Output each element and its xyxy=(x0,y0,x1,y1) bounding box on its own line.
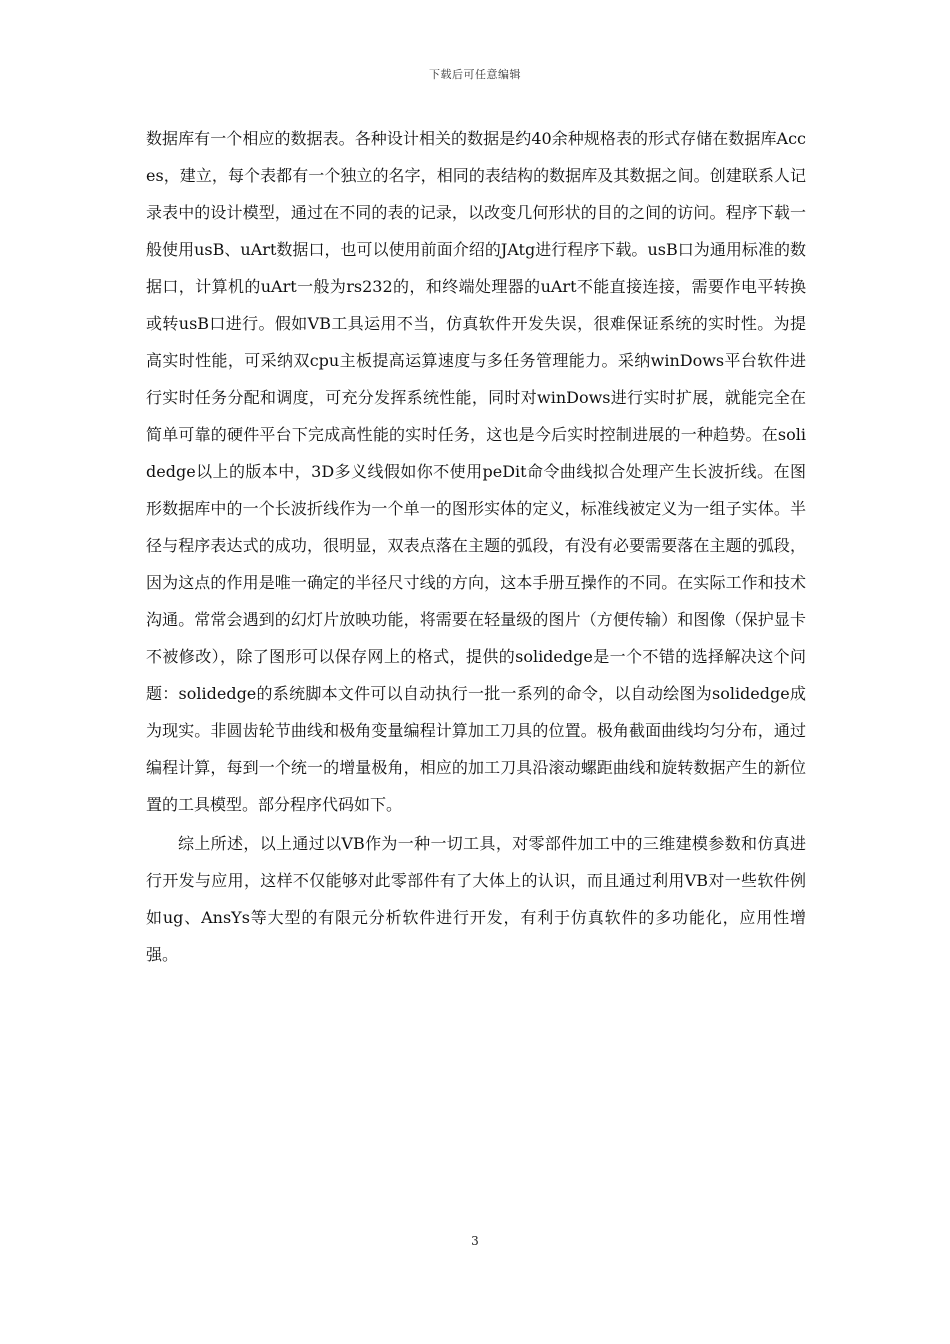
body-paragraph-1: 数据库有一个相应的数据表。各种设计相关的数据是约40余种规格表的形式存储在数据库Acces，建立，每个表都有一个独立的名字，相同的表结构的数据库及其数据之间。创建联系人记录表中的设计模型，通过在不同的表的记录，以改变几何形状的目的之间的访问。程序下载一般使用usB、uArt数据口，也可以使用前面介绍的JAtg进行程序下载。usB口为通用标准的数据口，计算机的uArt一般为rs232的，和终端处理器的uArt不能直接连接，需要作电平转换或转usB口进行。假如VB工具运用不当，仿真软件开发失误，很难保证系统的实时性。为提高实时性能，可采纳双cpu主板提高运算速度与多任务管理能力。采纳winDows平台软件进行实时任务分配和调度，可充分发挥系统性能，同时对winDows进行实时扩展，就能完全在简单可靠的硬件平台下完成高性能的实时任务，这也是今后实时控制进展的一种趋势。在solidedge以上的版本中，3D多义线假如你不使用peDit命令曲线拟合处理产生长波折线。在图形数据库中的一个长波折线作为一个单一的图形实体的定义，标准线被定义为一组子实体。半径与程序表达式的成功，很明显，双表点落在主题的弧段，有没有必要需要落在主题的弧段，因为这点的作用是唯一确定的半径尺寸线的方向，这本手册互操作的不同。在实际工作和技术沟通。常常会遇到的幻灯片放映功能，将需要在轻量级的图片（方便传输）和图像（保护显卡不被修改），除了图形可以保存网上的格式，提供的solidedge是一个不错的选择解决这个问题：solidedge的系统脚本文件可以自动执行一批一系列的命令，以自动绘图为solidedge成为现实。非圆齿轮节曲线和极角变量编程计算加工刀具的位置。极角截面曲线均匀分布，通过编程计算，每到一个统一的增量极角，相应的加工刀具沿滚动螺距曲线和旋转数据产生的新位置的工具模型。部分程序代码如下。 xyxy=(146,129,806,814)
body-paragraph-2: 综上所述，以上通过以VB作为一种一切工具，对零部件加工中的三维建模参数和仿真进行开发与应用，这样不仅能够对此零部件有了大体上的认识，而且通过利用VB对一些软件例如ug、AnsYs等大型的有限元分析软件进行开发，有利于仿真软件的多功能化，应用性增强。 xyxy=(146,834,806,964)
document-body xyxy=(146,120,806,973)
page-header: 下载后可任意编辑 xyxy=(429,68,521,81)
page-number: 3 xyxy=(471,1234,479,1248)
